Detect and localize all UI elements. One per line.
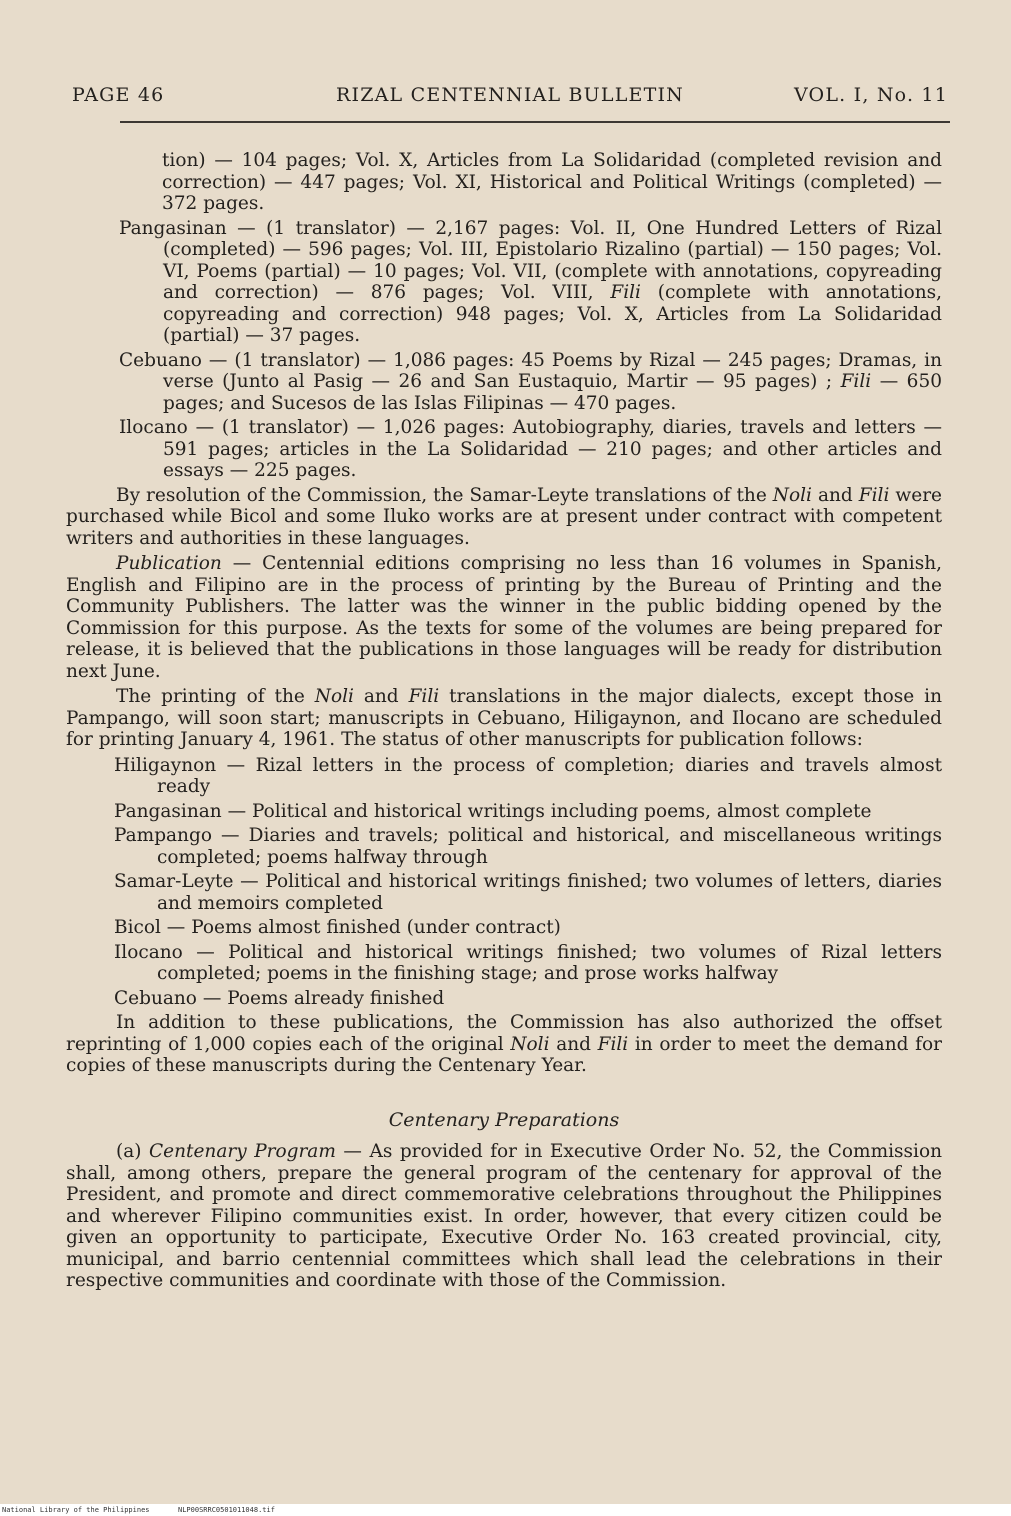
title-italic: Fili xyxy=(610,282,641,303)
volume-number: VOL. I, No. 11 xyxy=(793,84,948,106)
entry-text: Pangasinan — (1 translator) — 2,167 pages: Vol. II, One Hundred Letters of Rizal (completed) — 596 pages; Vol. III, Epistolario Rizalino (partial) — 150 pages; Vol. VI, Poems (partial) — 10 pages; Vol. VII, (complete with annotations, copyreading and correction) — 876 pages; Vol. VIII, xyxy=(119,217,942,303)
run-in-heading: Publication xyxy=(116,553,222,574)
title-italic: Noli xyxy=(510,1033,550,1055)
paragraph-text: tion) — 104 pages; Vol. X, Articles from La Solidaridad (completed revision and correction) — 447 pages; Vol. XI, Historical and Political Writings (completed) — 372 pages. xyxy=(162,150,942,214)
entry-text: Ilocano — Political and historical writings finished; two volumes of Rizal letters completed; poems in the finishing stage; and prose works halfway xyxy=(114,941,942,984)
title-italic: Fili xyxy=(597,1033,629,1055)
title-italic: Fili xyxy=(408,686,440,707)
entry-text: Ilocano — (1 translator) — 1,026 pages: Autobiography, diaries, travels and letters — 591 pages; articles in the La Solidaridad — 210 pages; and other articles and essays — 225 pages. xyxy=(119,417,942,481)
paragraph-text: — Centennial editions comprising no less than 16 volumes in Spanish, English and Filipino are in the process of printing by the Bureau of Printing and the Community Publishers. The latter was the winner in the public bidding opened by the Commission for this purpose. As the texts for some of the volumes are being prepared for release, it is believed that the publications in those languages will be ready for distribution next June. xyxy=(66,553,942,682)
status-entry xyxy=(66,942,942,985)
file-name: NLP00SRRC0501011048.tif xyxy=(178,1506,275,1514)
paragraph-text: and xyxy=(817,484,853,506)
paragraph-text: — As provided for in Executive Order No. 52, the Commission shall, among others, prepare the general program of the centenary for approval of the President, and promote and direct commemorative celebrations throughout the Philippines and wherever Filipino communities exist. In order, however, that every citizen could be given an opportunity to participate, Executive Order No. 163 created provincial, city, municipal, and barrio centennial committees which shall lead the celebrations in their respective communities and coordinate with those of the Commission. xyxy=(66,1141,942,1291)
paragraph xyxy=(66,1012,942,1077)
title-italic: Fili xyxy=(858,484,890,506)
section-heading: Centenary Preparations xyxy=(388,1108,620,1131)
entry-text: Cebuano — (1 translator) — 1,086 pages: 45 Poems by Rizal — 245 pages; Dramas, in verse (Junto al Pasig — 26 and San Eustaquio, Martir — 95 pages) ; xyxy=(119,349,942,392)
entry-text: (complete with annotations, copyreading and correction) 948 pages; Vol. X, Articles from La Solidaridad (partial) — 37 pages. xyxy=(163,282,943,346)
paragraph-number: (a) xyxy=(116,1141,142,1162)
library-credit: National Library of the Philippines xyxy=(2,1506,150,1514)
status-entry xyxy=(66,801,942,823)
entry-text: Pangasinan — Political and historical writings including poems, almost complete xyxy=(114,800,872,822)
translation-entry xyxy=(66,350,942,415)
paragraph-text: The printing of the xyxy=(116,686,305,707)
paragraph-text: By resolution of the Commission, the Samar-Leyte translations of the xyxy=(116,484,767,506)
paragraph-text: and xyxy=(363,686,399,707)
article-body xyxy=(66,150,942,1292)
paragraph-text: were purchased while Bicol and some Iluko works are at present under contract with competent writers and authorities in these languages. xyxy=(66,484,942,549)
paragraph-text: in order to meet the demand for copies of these manuscripts during the Centenary Year. xyxy=(66,1033,942,1076)
paragraph xyxy=(66,485,942,550)
translation-entry xyxy=(66,218,942,347)
entry-text: Pampango — Diaries and travels; political and historical, and miscellaneous writings completed; poems halfway through xyxy=(114,825,942,868)
scan-footer xyxy=(0,1504,1011,1516)
header-rule xyxy=(120,121,950,123)
page-number: PAGE 46 xyxy=(72,84,165,106)
entry-text: Bicol — Poems almost finished (under contract) xyxy=(114,917,561,938)
status-entry xyxy=(66,825,942,868)
entry-text: — 650 pages; and Sucesos de las Islas Filipinas — 470 pages. xyxy=(163,371,942,414)
translation-entry xyxy=(66,417,942,482)
paragraph xyxy=(66,1141,942,1292)
paragraph-text: and xyxy=(556,1033,591,1055)
paragraph-text: translations in the major dialects, except those in Pampango, will soon start; manuscripts in Cebuano, Hiligaynon, and Ilocano are scheduled for printing January 4, 1961. The status of other manuscripts for publication follows: xyxy=(66,686,942,750)
paragraph xyxy=(66,553,942,682)
run-in-heading: Centenary Program xyxy=(149,1141,336,1162)
status-entry xyxy=(66,917,942,939)
paragraph xyxy=(66,686,942,751)
page-header xyxy=(72,84,948,112)
title-italic: Fili xyxy=(840,371,872,392)
entry-text: Cebuano — Poems already finished xyxy=(114,987,445,1009)
status-entry xyxy=(66,755,942,798)
title-italic: Noli xyxy=(314,686,354,707)
status-entry xyxy=(66,988,942,1010)
status-entry xyxy=(66,871,942,914)
title-italic: Noli xyxy=(772,484,812,506)
entry-text: Hiligaynon — Rizal letters in the process of completion; diaries and travels almost ready xyxy=(114,754,942,797)
entry-text: Samar-Leyte — Political and historical writings finished; two volumes of letters, diaries and memoirs completed xyxy=(114,871,942,914)
publication-title: RIZAL CENTENNIAL BULLETIN xyxy=(336,84,684,106)
paragraph xyxy=(66,150,942,215)
paragraph-text: In addition to these publications, the Commission has also authorized the offset reprinting of 1,000 copies each of the original xyxy=(66,1012,942,1055)
